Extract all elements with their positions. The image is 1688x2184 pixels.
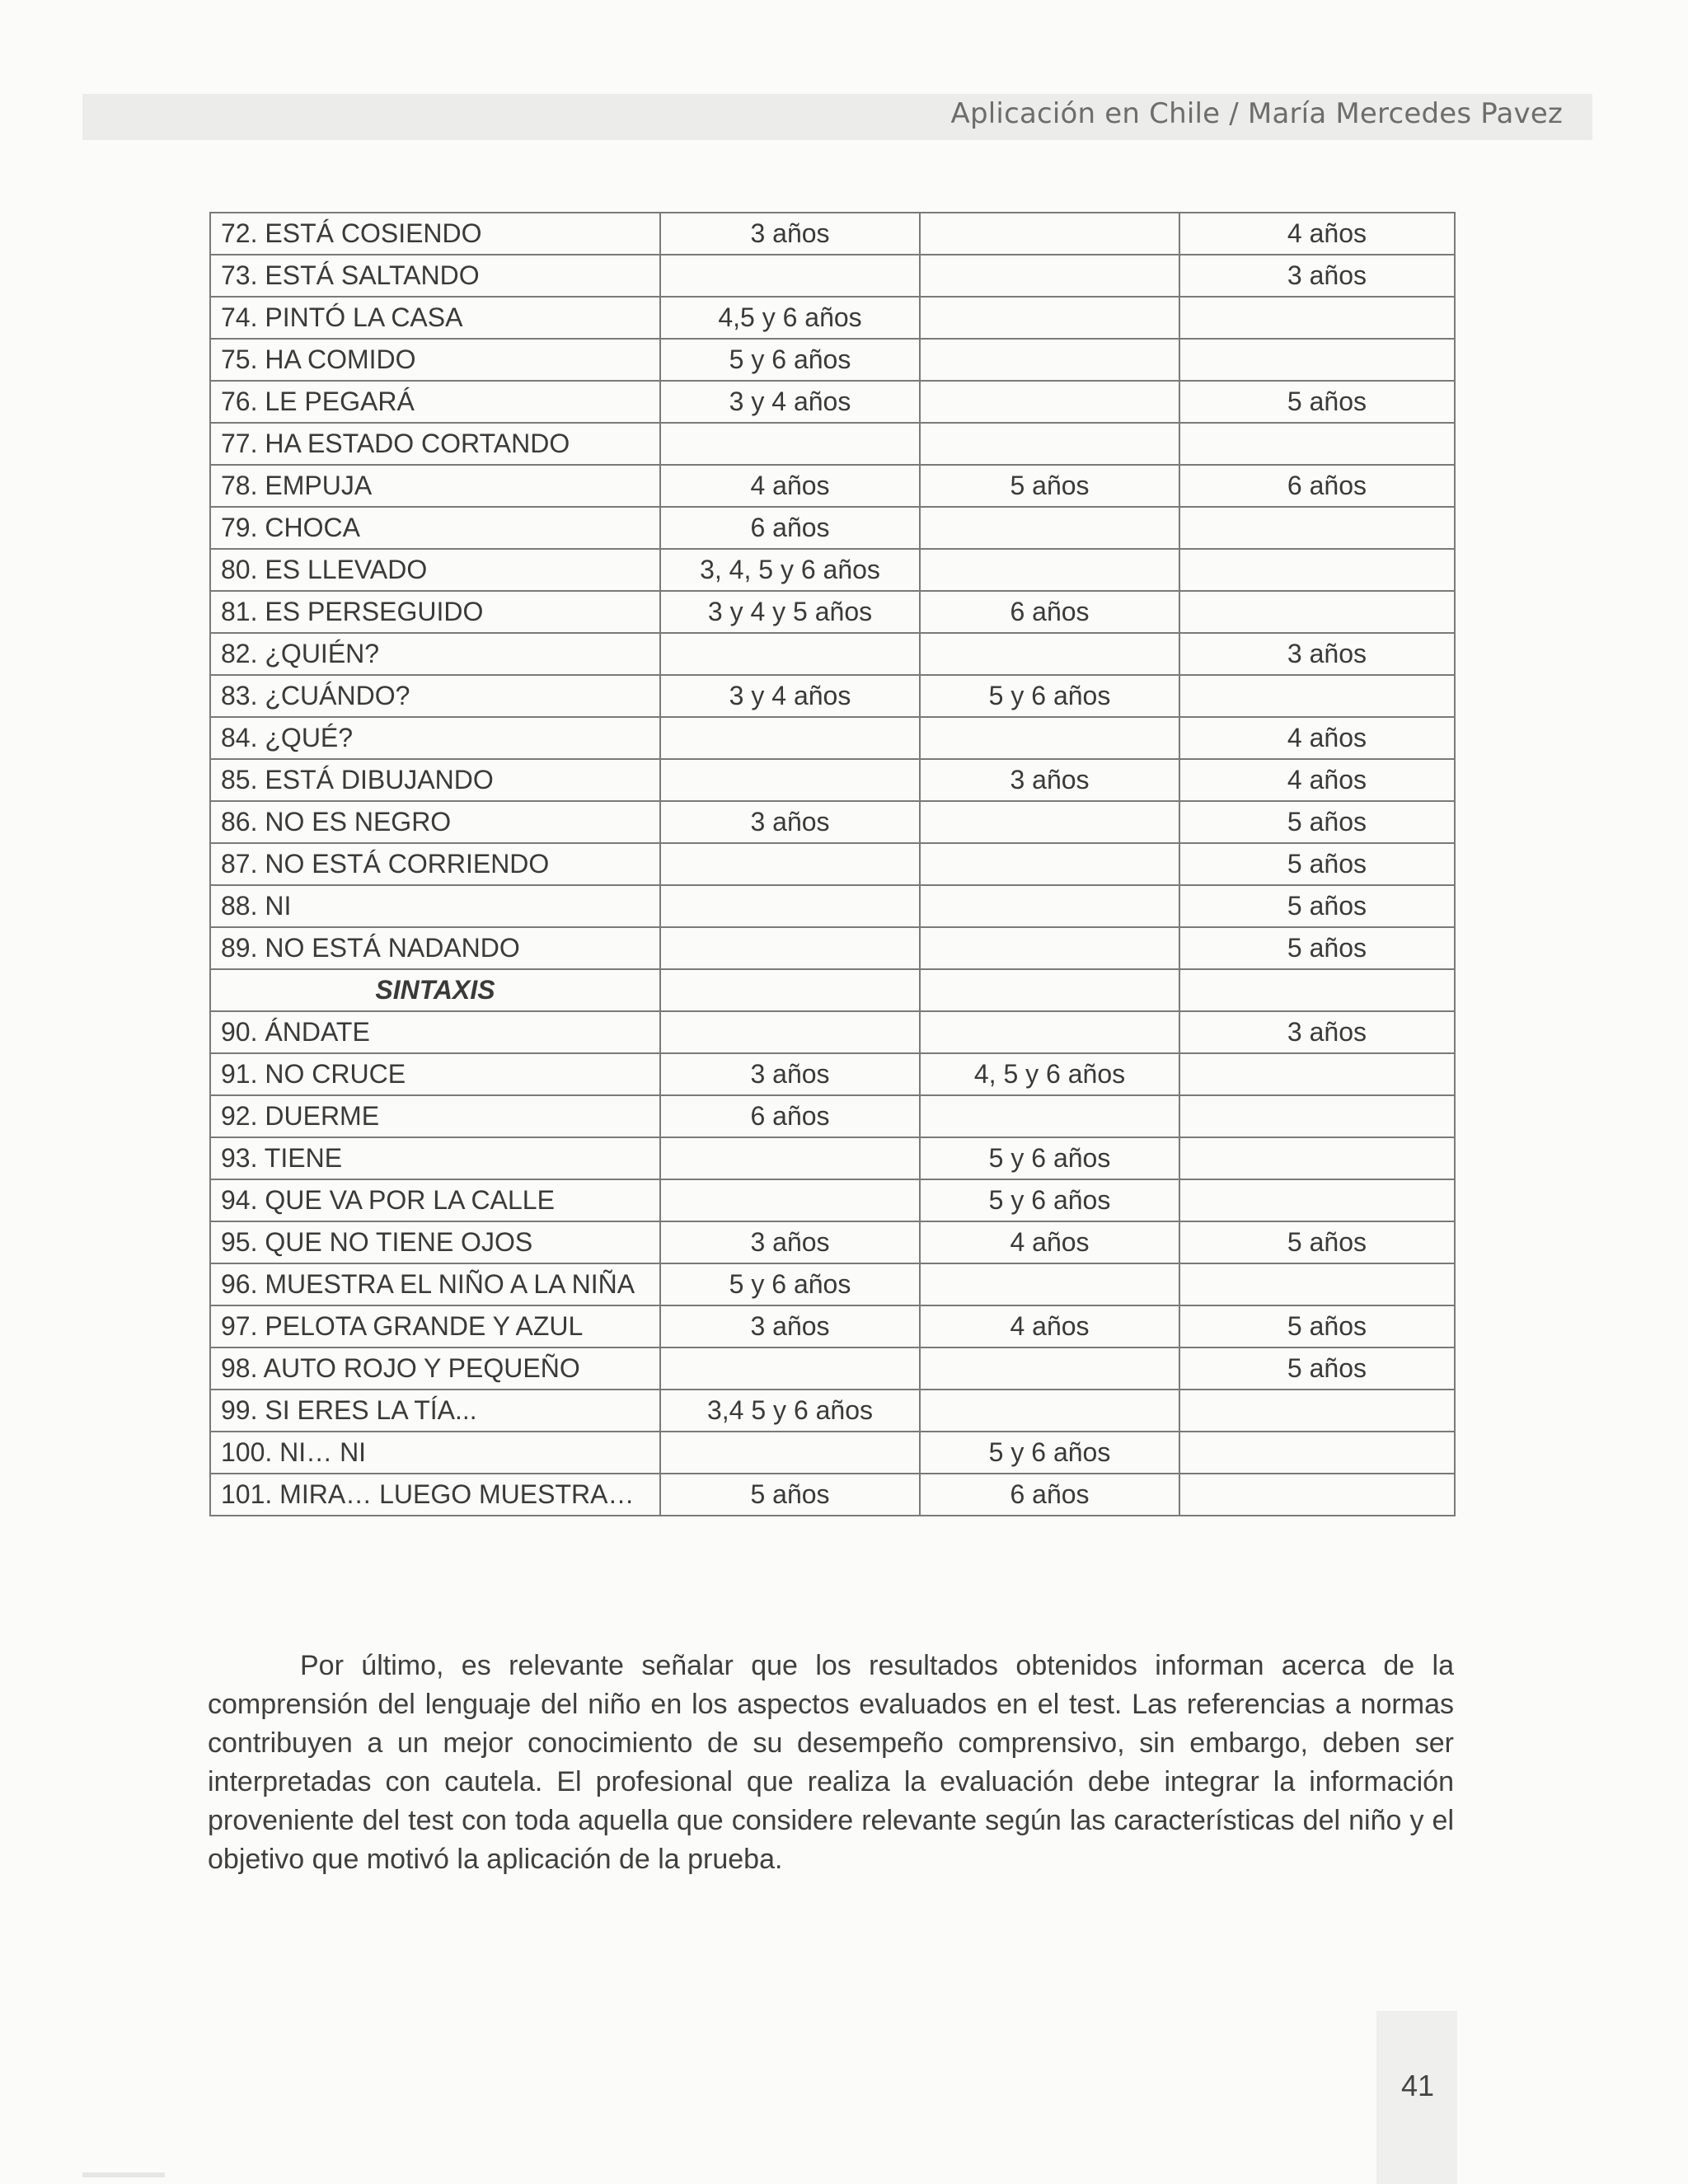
age-cell-1: 4 años — [660, 465, 920, 507]
age-cell-1 — [660, 759, 920, 801]
item-cell: 95. QUE NO TIENE OJOS — [210, 1221, 660, 1263]
table-body — [210, 213, 1455, 1516]
table-row — [210, 1347, 1455, 1390]
age-cell-1 — [660, 1011, 920, 1053]
page-number: 41 — [1400, 2069, 1435, 2102]
age-cell-2 — [920, 507, 1179, 549]
table-row — [210, 1263, 1455, 1305]
table-row — [210, 591, 1455, 633]
item-cell: 85. ESTÁ DIBUJANDO — [210, 759, 660, 801]
age-cell-1 — [660, 843, 920, 885]
age-cell-2 — [920, 255, 1179, 297]
age-cell-2 — [920, 339, 1179, 381]
table-row — [210, 843, 1455, 885]
age-cell-2 — [920, 1390, 1179, 1432]
age-cell-2 — [920, 843, 1179, 885]
item-cell: 96. MUESTRA EL NIÑO A LA NIÑA — [210, 1263, 660, 1305]
age-cell-2: 5 y 6 años — [920, 1179, 1179, 1221]
age-cell-1 — [660, 1432, 920, 1474]
age-cell-2 — [920, 1263, 1179, 1305]
age-cell-3: 3 años — [1179, 633, 1455, 675]
age-cell-3 — [1179, 1095, 1455, 1137]
table-row — [210, 1221, 1455, 1263]
age-cell-3 — [1179, 339, 1455, 381]
age-cell-2 — [920, 549, 1179, 591]
age-cell-1: 3 años — [660, 213, 920, 255]
age-cell-2: 6 años — [920, 1474, 1179, 1516]
age-cell-2 — [920, 1347, 1179, 1390]
item-cell: 90. ÁNDATE — [210, 1011, 660, 1053]
age-cell-2: 5 y 6 años — [920, 1432, 1179, 1474]
item-cell: 86. NO ES NEGRO — [210, 801, 660, 843]
table-row — [210, 1137, 1455, 1179]
table-row — [210, 885, 1455, 927]
age-cell-1: 3 años — [660, 1053, 920, 1095]
age-cell-2 — [920, 297, 1179, 339]
item-cell: 97. PELOTA GRANDE Y AZUL — [210, 1305, 660, 1347]
item-cell: 87. NO ESTÁ CORRIENDO — [210, 843, 660, 885]
age-cell-1: 4,5 y 6 años — [660, 297, 920, 339]
table-row — [210, 423, 1455, 465]
item-cell: 91. NO CRUCE — [210, 1053, 660, 1095]
age-cell-1: 3 y 4 años — [660, 381, 920, 423]
age-cell-1: 3 años — [660, 1305, 920, 1347]
age-cell-1: 3, 4, 5 y 6 años — [660, 549, 920, 591]
age-cell-1 — [660, 885, 920, 927]
age-cell-3: 5 años — [1179, 843, 1455, 885]
closing-paragraph: Por último, es relevante señalar que los resultados obtenidos informan acerca de la comprensión del lenguaje del niño en los aspectos evaluados en el test. Las referencias a normas contribuyen a un mejor conocimiento de su desempeño comprensivo, sin embargo, deben ser interpretadas con cautela. El profesional que realiza la evaluación debe integrar la información proveniente del test con toda aquella que considere relevante según las características del niño y el objetivo que motivó la aplicación de la prueba. — [208, 1650, 1454, 1875]
item-cell: 99. SI ERES LA TÍA... — [210, 1390, 660, 1432]
age-cell-2: 4 años — [920, 1305, 1179, 1347]
age-cell-2 — [920, 969, 1179, 1011]
table-row — [210, 381, 1455, 423]
age-norms-table — [209, 212, 1456, 1516]
age-cell-3: 4 años — [1179, 717, 1455, 759]
table-row — [210, 759, 1455, 801]
age-cell-3 — [1179, 1137, 1455, 1179]
age-cell-1: 3 años — [660, 1221, 920, 1263]
age-cell-2 — [920, 927, 1179, 969]
item-cell: 72. ESTÁ COSIENDO — [210, 213, 660, 255]
age-cell-3: 5 años — [1179, 927, 1455, 969]
age-cell-1: 5 y 6 años — [660, 339, 920, 381]
table-row — [210, 717, 1455, 759]
item-cell: 82. ¿QUIÉN? — [210, 633, 660, 675]
age-cell-2 — [920, 885, 1179, 927]
age-cell-2 — [920, 1095, 1179, 1137]
item-cell: 76. LE PEGARÁ — [210, 381, 660, 423]
table-row — [210, 507, 1455, 549]
age-cell-2: 5 y 6 años — [920, 1137, 1179, 1179]
item-cell: 74. PINTÓ LA CASA — [210, 297, 660, 339]
age-cell-3 — [1179, 1390, 1455, 1432]
age-cell-1 — [660, 1137, 920, 1179]
item-cell: 78. EMPUJA — [210, 465, 660, 507]
table-row — [210, 255, 1455, 297]
table-row — [210, 1053, 1455, 1095]
age-cell-3 — [1179, 1179, 1455, 1221]
age-cell-3 — [1179, 1474, 1455, 1516]
age-cell-2 — [920, 381, 1179, 423]
age-cell-1: 5 y 6 años — [660, 1263, 920, 1305]
age-cell-2 — [920, 1011, 1179, 1053]
table-row — [210, 1474, 1455, 1516]
age-cell-3: 5 años — [1179, 1305, 1455, 1347]
age-cell-2: 3 años — [920, 759, 1179, 801]
table-row — [210, 1305, 1455, 1347]
item-cell: 84. ¿QUÉ? — [210, 717, 660, 759]
age-cell-1 — [660, 717, 920, 759]
running-head: Aplicación en Chile / María Mercedes Pavez — [950, 97, 1563, 130]
table-row — [210, 633, 1455, 675]
item-cell: 92. DUERME — [210, 1095, 660, 1137]
item-cell: 73. ESTÁ SALTANDO — [210, 255, 660, 297]
age-cell-2 — [920, 717, 1179, 759]
item-cell: 101. MIRA… LUEGO MUESTRA… — [210, 1474, 660, 1516]
table-row — [210, 1095, 1455, 1137]
section-heading-cell: SINTAXIS — [210, 969, 660, 1011]
table-row — [210, 801, 1455, 843]
table-row — [210, 465, 1455, 507]
table-row — [210, 1432, 1455, 1474]
age-cell-1 — [660, 423, 920, 465]
table-row — [210, 675, 1455, 717]
age-cell-1: 3 y 4 años — [660, 675, 920, 717]
corner-mark — [82, 2172, 165, 2177]
age-cell-1 — [660, 633, 920, 675]
age-cell-3: 5 años — [1179, 1221, 1455, 1263]
item-cell: 94. QUE VA POR LA CALLE — [210, 1179, 660, 1221]
item-cell: 98. AUTO ROJO Y PEQUEÑO — [210, 1347, 660, 1390]
table-row — [210, 213, 1455, 255]
item-cell: 88. NI — [210, 885, 660, 927]
table-row — [210, 339, 1455, 381]
item-cell: 81. ES PERSEGUIDO — [210, 591, 660, 633]
age-cell-1 — [660, 1347, 920, 1390]
age-cell-1: 3 años — [660, 801, 920, 843]
age-cell-3: 3 años — [1179, 255, 1455, 297]
item-cell: 79. CHOCA — [210, 507, 660, 549]
table-row — [210, 1179, 1455, 1221]
age-cell-2: 4, 5 y 6 años — [920, 1053, 1179, 1095]
age-cell-3: 3 años — [1179, 1011, 1455, 1053]
item-cell: 80. ES LLEVADO — [210, 549, 660, 591]
age-cell-1: 3 y 4 y 5 años — [660, 591, 920, 633]
age-cell-2: 5 años — [920, 465, 1179, 507]
age-cell-3: 4 años — [1179, 759, 1455, 801]
age-cell-3: 6 años — [1179, 465, 1455, 507]
age-cell-2: 6 años — [920, 591, 1179, 633]
age-cell-1: 6 años — [660, 507, 920, 549]
age-cell-1 — [660, 1179, 920, 1221]
table-row — [210, 1390, 1455, 1432]
table-row — [210, 297, 1455, 339]
age-cell-3 — [1179, 591, 1455, 633]
age-cell-1: 5 años — [660, 1474, 920, 1516]
age-cell-3 — [1179, 297, 1455, 339]
table-row — [210, 927, 1455, 969]
age-cell-3: 5 años — [1179, 801, 1455, 843]
age-cell-3 — [1179, 969, 1455, 1011]
item-cell: 77. HA ESTADO CORTANDO — [210, 423, 660, 465]
age-cell-2 — [920, 801, 1179, 843]
age-cell-1 — [660, 927, 920, 969]
age-cell-3 — [1179, 1053, 1455, 1095]
age-cell-2 — [920, 213, 1179, 255]
item-cell: 89. NO ESTÁ NADANDO — [210, 927, 660, 969]
age-cell-3: 5 años — [1179, 381, 1455, 423]
item-cell: 93. TIENE — [210, 1137, 660, 1179]
item-cell: 100. NI… NI — [210, 1432, 660, 1474]
age-cell-1: 6 años — [660, 1095, 920, 1137]
table-row — [210, 969, 1455, 1011]
table-row — [210, 549, 1455, 591]
age-cell-2: 4 años — [920, 1221, 1179, 1263]
age-cell-2 — [920, 423, 1179, 465]
age-cell-3 — [1179, 549, 1455, 591]
age-cell-2: 5 y 6 años — [920, 675, 1179, 717]
age-cell-3: 4 años — [1179, 213, 1455, 255]
age-cell-1: 3,4 5 y 6 años — [660, 1390, 920, 1432]
age-cell-3 — [1179, 507, 1455, 549]
age-cell-3 — [1179, 675, 1455, 717]
item-cell: 75. HA COMIDO — [210, 339, 660, 381]
age-cell-1 — [660, 255, 920, 297]
age-cell-3 — [1179, 423, 1455, 465]
age-cell-3 — [1179, 1263, 1455, 1305]
table-row — [210, 1011, 1455, 1053]
age-cell-2 — [920, 633, 1179, 675]
age-cell-3 — [1179, 1432, 1455, 1474]
age-cell-1 — [660, 969, 920, 1011]
age-cell-3: 5 años — [1179, 1347, 1455, 1390]
item-cell: 83. ¿CUÁNDO? — [210, 675, 660, 717]
age-cell-3: 5 años — [1179, 885, 1455, 927]
